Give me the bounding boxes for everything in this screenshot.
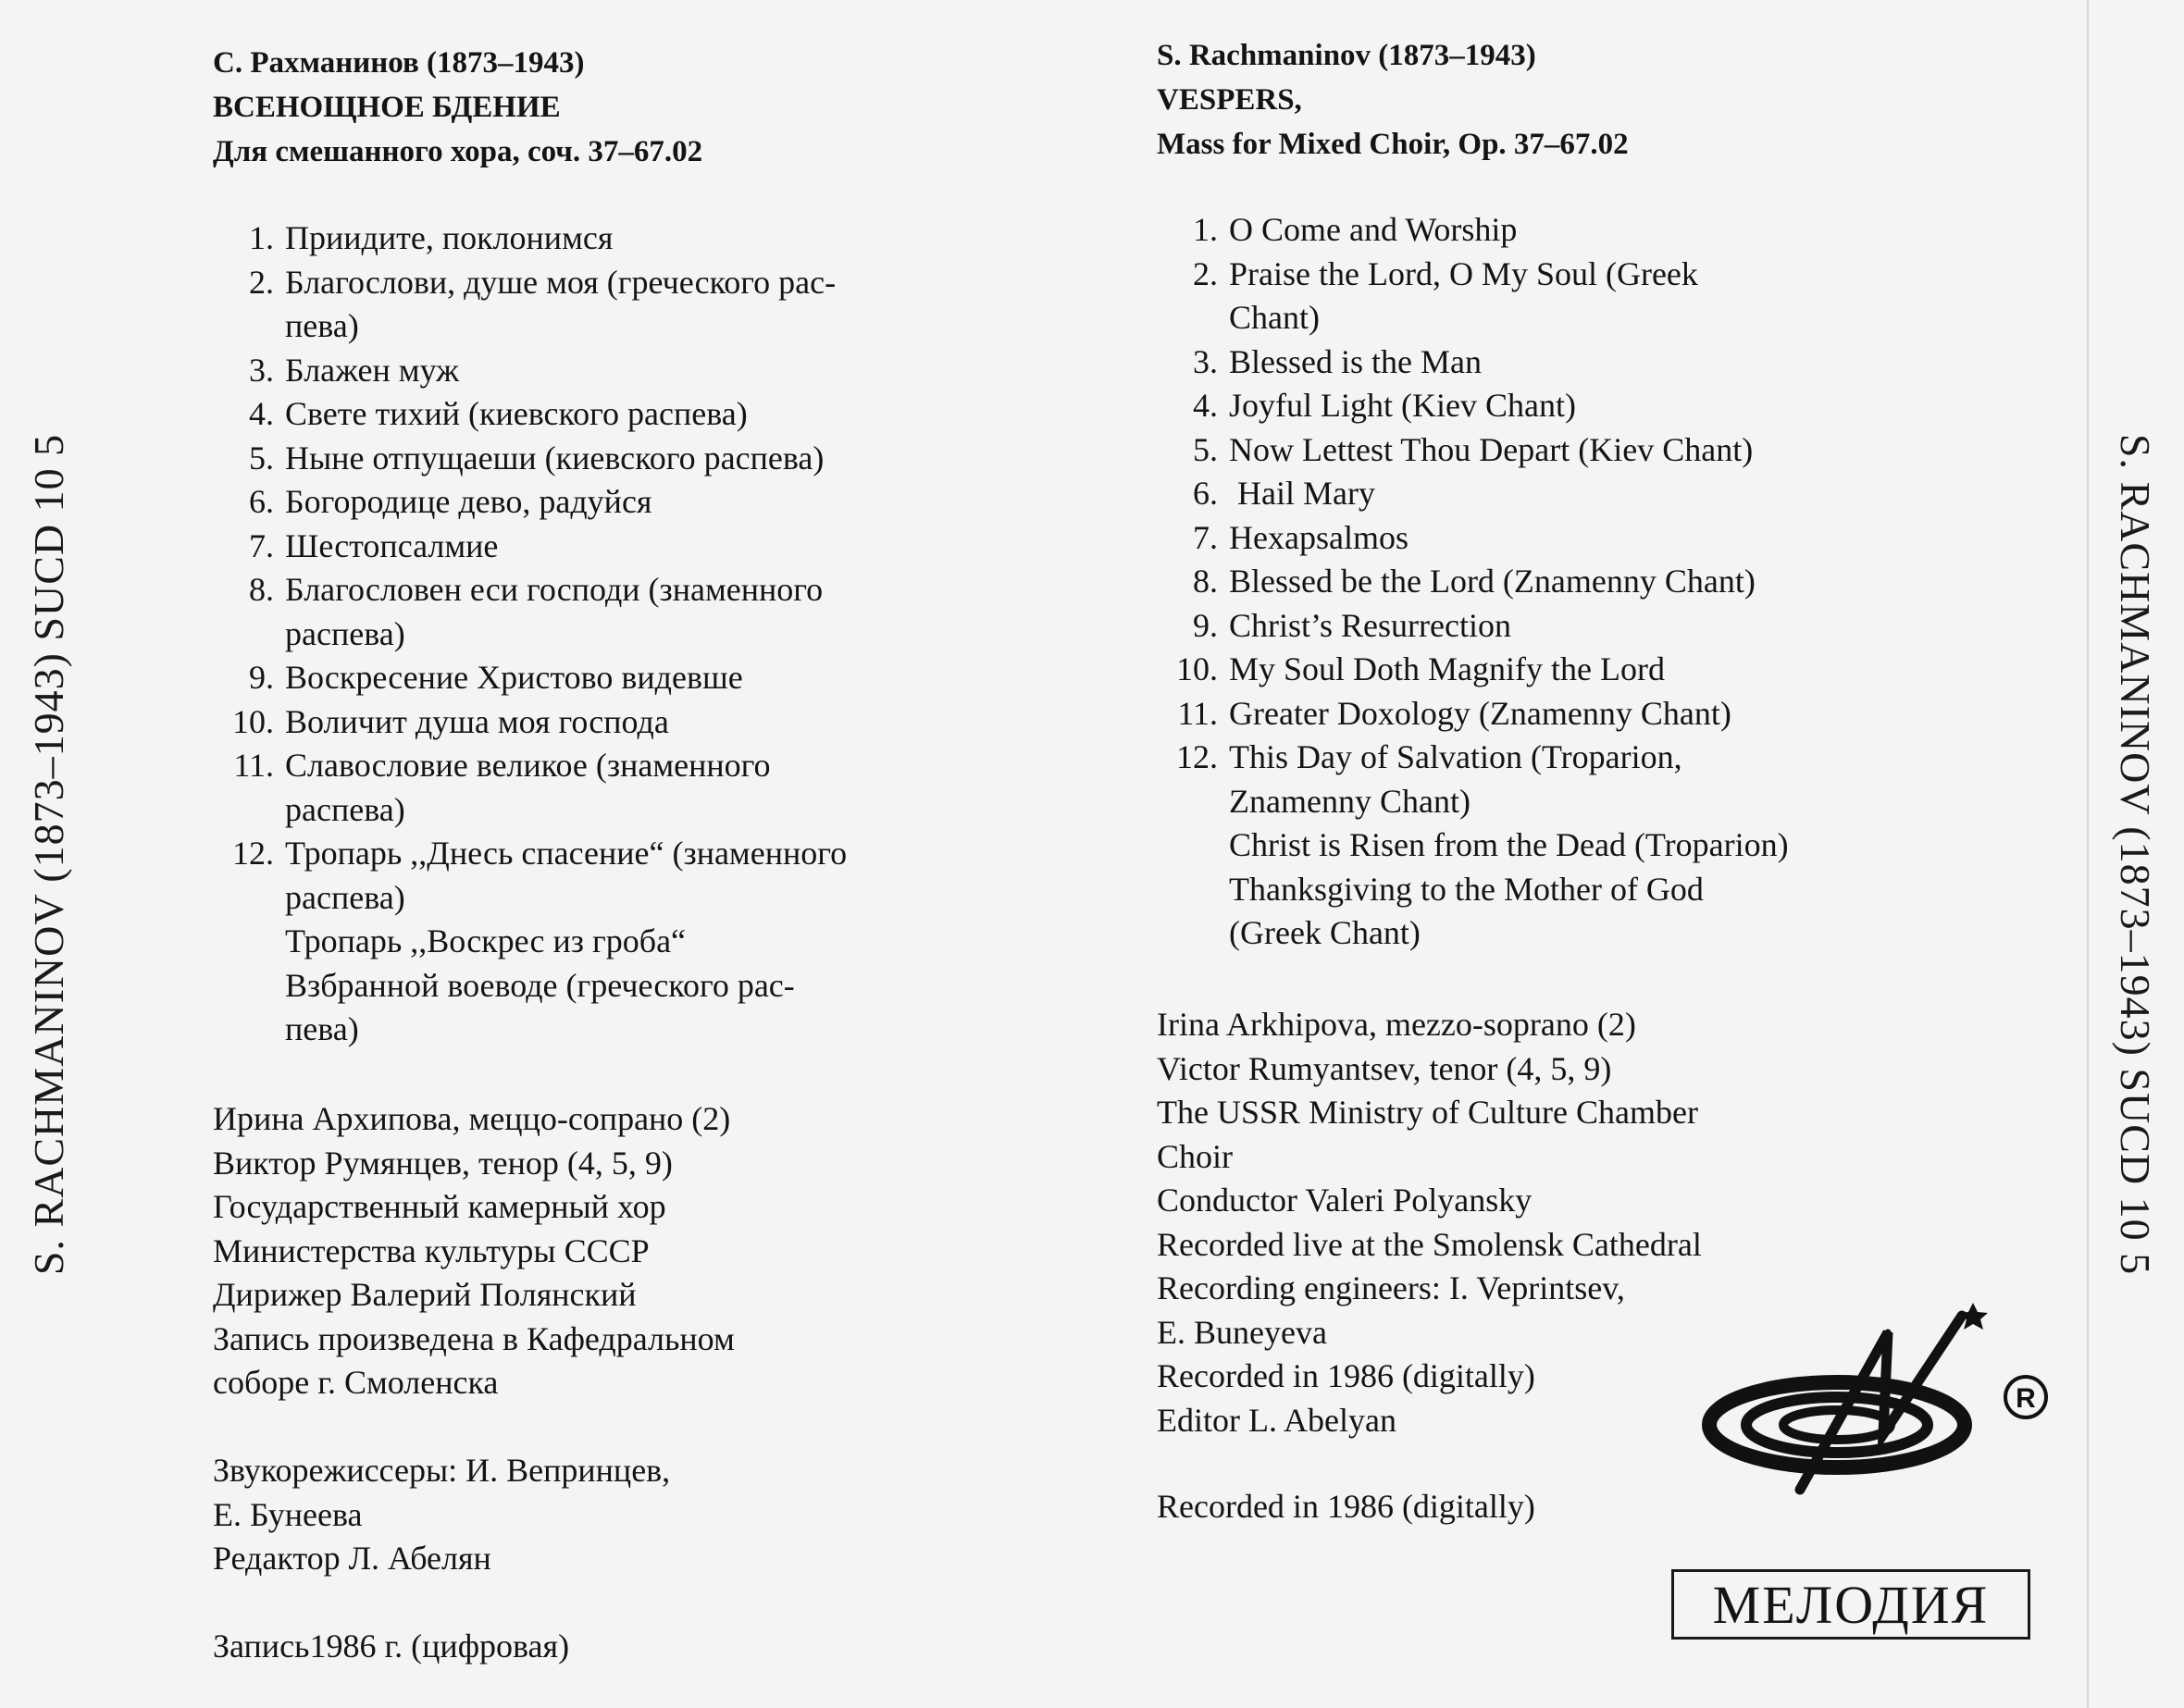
russian-title: ВСЕНОЩНОЕ БДЕНИЕ (213, 91, 561, 124)
credit-line: Е. Бунеева (213, 1495, 363, 1533)
russian-track-4 (213, 392, 847, 437)
track-number: 7. (1193, 518, 1218, 556)
track-number: 10. (1176, 650, 1218, 687)
track-number: 4. (249, 395, 274, 432)
registered-mark: R (2016, 1383, 2036, 1414)
russian-track-9 (213, 656, 847, 700)
track-title-line: My Soul Doth Magnify the Lord (1229, 650, 1665, 687)
track-number: 12. (232, 835, 274, 872)
track-title (1229, 692, 1731, 736)
track-title-line: This Day of Salvation (Troparion, (1229, 738, 1682, 775)
track-title-line: Воличит душа моя господа (285, 702, 669, 740)
track-title (1229, 253, 1698, 340)
track-number: 4. (1193, 387, 1218, 424)
credit-line: Министерства культуры СССР (213, 1231, 650, 1269)
track-title (1229, 648, 1665, 692)
credit-line: Irina Arkhipova, mezzo-soprano (2) (1157, 1006, 1636, 1043)
english-track-list (1157, 208, 1789, 956)
track-title (1229, 560, 1756, 604)
track-title-line: Блажен муж (285, 351, 459, 389)
track-number: 2. (1193, 254, 1218, 292)
track-number: 8. (1193, 563, 1218, 600)
track-title-line: Praise the Lord, O My Soul (Greek (1229, 254, 1698, 292)
russian-track-11 (213, 744, 847, 832)
track-title (285, 832, 847, 1052)
track-number: 9. (1193, 606, 1218, 644)
right-spine (2087, 0, 2184, 1708)
russian-track-10 (213, 700, 847, 745)
track-title-line: Chant) (1229, 299, 1320, 336)
credit-line: Victor Rumyantsev, tenor (4, 5, 9) (1157, 1049, 1612, 1087)
credit-line: Государственный камерный хор (213, 1188, 666, 1225)
credit-line: The USSR Ministry of Culture Chamber (1157, 1094, 1698, 1131)
track-title (1229, 384, 1576, 428)
english-track-3 (1157, 340, 1789, 385)
track-title (285, 744, 770, 832)
track-number: 6. (249, 483, 274, 520)
english-track-7 (1157, 516, 1789, 561)
track-number: 10. (232, 702, 274, 740)
track-number: 7. (249, 526, 274, 564)
track-title-line: Шестопсалмие (285, 526, 499, 564)
russian-track-6 (213, 480, 847, 525)
english-title: VESPERS, (1157, 83, 1302, 117)
credit-line: Recorded live at the Smolensk Cathedral (1157, 1225, 1702, 1263)
credit-line: Editor L. Abelyan (1157, 1401, 1396, 1439)
track-title-line: Воскресение Христово видевше (285, 659, 743, 696)
russian-subtitle: Для смешанного хора, соч. 37–67.02 (213, 135, 703, 168)
melodiya-logo-icon (1698, 1295, 2050, 1508)
track-title (1229, 604, 1511, 649)
track-title (285, 656, 743, 700)
track-title-line: Greater Doxology (Znamenny Chant) (1229, 694, 1731, 732)
track-title-line: O Come and Worship (1229, 211, 1518, 248)
track-title (1229, 340, 1482, 385)
track-number: 1. (1193, 211, 1218, 248)
track-number: 11. (233, 747, 274, 784)
track-title (1229, 472, 1375, 516)
english-track-2 (1157, 253, 1789, 340)
track-title-line: Blessed is the Man (1229, 342, 1482, 380)
credit-line: Виктор Румянцев, тенор (4, 5, 9) (213, 1144, 673, 1182)
track-title-line: Blessed be the Lord (Znamenny Chant) (1229, 563, 1756, 600)
track-title (285, 480, 651, 525)
track-title-line: Богородице дево, радуйся (285, 483, 652, 520)
track-title (1229, 736, 1789, 956)
russian-performers (213, 1097, 735, 1405)
track-title-line: Now Lettest Thou Depart (Kiev Chant) (1229, 430, 1754, 468)
track-title-line: Тропарь ,,Днесь спасение“ (знаменного (285, 835, 848, 872)
english-track-10 (1157, 648, 1789, 692)
russian-track-3 (213, 349, 847, 393)
english-recording-note (1157, 1485, 1535, 1529)
track-number: 9. (249, 659, 274, 696)
track-number: 6. (1193, 475, 1218, 512)
track-title-line: распева) (285, 790, 405, 828)
english-track-11 (1157, 692, 1789, 736)
left-spine (0, 0, 97, 1708)
track-title-line: Christ’s Resurrection (1229, 606, 1511, 644)
english-track-4 (1157, 384, 1789, 428)
track-title-line: Thanksgiving to the Mother of God (1229, 870, 1704, 908)
melodiya-brand-text: МЕЛОДИЯ (1712, 1574, 1990, 1635)
track-title-line: Тропарь ,,Воскрес из гроба“ (285, 922, 687, 959)
track-title (285, 261, 836, 349)
track-title-line: Ныне отпущаеши (киевского распева) (285, 439, 825, 477)
russian-track-list (213, 217, 847, 1052)
track-number: 5. (1193, 430, 1218, 468)
track-title-line: Christ is Risen from the Dead (Troparion) (1229, 826, 1789, 863)
credit-line: Звукорежиссеры: И. Вепринцев, (213, 1452, 671, 1489)
credit-line: E. Buneyeva (1157, 1313, 1327, 1351)
russian-track-1 (213, 217, 847, 261)
track-title-line: Hexapsalmos (1229, 518, 1408, 556)
credit-line: Choir (1157, 1137, 1234, 1175)
russian-track-8 (213, 568, 847, 656)
russian-engineers (213, 1449, 670, 1581)
credit-line: Дирижер Валерий Полянский (213, 1276, 637, 1313)
track-title-line: (Greek Chant) (1229, 914, 1421, 951)
track-number: 12. (1176, 738, 1218, 775)
track-title (285, 217, 613, 261)
track-title-line: Свете тихий (киевского распева) (285, 395, 748, 432)
track-number: 1. (249, 219, 274, 256)
track-title (1229, 208, 1517, 253)
english-track-5 (1157, 428, 1789, 473)
track-title (285, 568, 823, 656)
credit-line: Запись1986 г. (цифровая) (213, 1628, 570, 1665)
track-number: 5. (249, 439, 274, 477)
track-title-line: Славословие великое (знаменного (285, 747, 771, 784)
track-number: 11. (1177, 694, 1218, 732)
track-title-line: Joyful Light (Kiev Chant) (1229, 387, 1576, 424)
credit-line: соборе г. Смоленска (213, 1364, 499, 1401)
track-number: 3. (1193, 342, 1218, 380)
english-track-9 (1157, 604, 1789, 649)
track-title (285, 392, 748, 437)
melodiya-brand-box (1671, 1569, 2030, 1640)
english-track-8 (1157, 560, 1789, 604)
credit-line: Conductor Valeri Polyansky (1157, 1182, 1533, 1219)
russian-composer: С. Рахманинов (1873–1943) (213, 46, 585, 80)
russian-track-7 (213, 525, 847, 569)
credit-line: Запись произведена в Кафедральном (213, 1319, 735, 1357)
english-track-6 (1157, 472, 1789, 516)
russian-track-2 (213, 261, 847, 349)
russian-recording-note (213, 1625, 569, 1669)
russian-track-12 (213, 832, 847, 1052)
track-title (285, 349, 459, 393)
track-number: 8. (249, 571, 274, 608)
track-title-line: Приидите, поклонимся (285, 219, 614, 256)
russian-track-5 (213, 437, 847, 481)
english-track-1 (1157, 208, 1789, 253)
right-spine-text: S. RACHMANINOV (1873–1943) SUCD 10 5 (2112, 433, 2159, 1275)
track-title (1229, 428, 1753, 473)
track-title (285, 525, 498, 569)
left-spine-text: S. RACHMANINOV (1873–1943) SUCD 10 5 (25, 433, 72, 1275)
track-title-line: Взбранной воеводе (греческого рас- (285, 966, 795, 1004)
track-title-line: Благословен еси господи (знаменного (285, 571, 824, 608)
track-number: 3. (249, 351, 274, 389)
russian-heading (213, 41, 702, 174)
track-title-line: распева) (285, 614, 405, 652)
english-subtitle: Mass for Mixed Choir, Op. 37–67.02 (1157, 128, 1629, 161)
credit-line: Ирина Архипова, меццо-сопрано (2) (213, 1100, 731, 1137)
credit-line: Редактор Л. Абелян (213, 1540, 491, 1577)
credit-line: Recording engineers: I. Veprintsev, (1157, 1269, 1625, 1306)
track-title-line: пева) (285, 307, 359, 344)
credit-line: Recorded in 1986 (digitally) (1157, 1357, 1535, 1394)
track-title (285, 437, 824, 481)
english-composer: S. Rachmaninov (1873–1943) (1157, 39, 1536, 72)
english-credits (1157, 1003, 1702, 1442)
track-title (1229, 516, 1408, 561)
track-title-line: распева) (285, 878, 405, 916)
english-track-12 (1157, 736, 1789, 956)
track-title-line: Благослови, душе моя (греческого рас- (285, 263, 837, 301)
track-title (285, 700, 669, 745)
credit-line: Recorded in 1986 (digitally) (1157, 1488, 1535, 1525)
english-heading (1157, 33, 1629, 167)
track-title-line: Znamenny Chant) (1229, 782, 1470, 820)
track-number: 2. (249, 263, 274, 301)
track-title-line: Hail Mary (1229, 475, 1375, 512)
track-title-line: пева) (285, 1010, 359, 1047)
